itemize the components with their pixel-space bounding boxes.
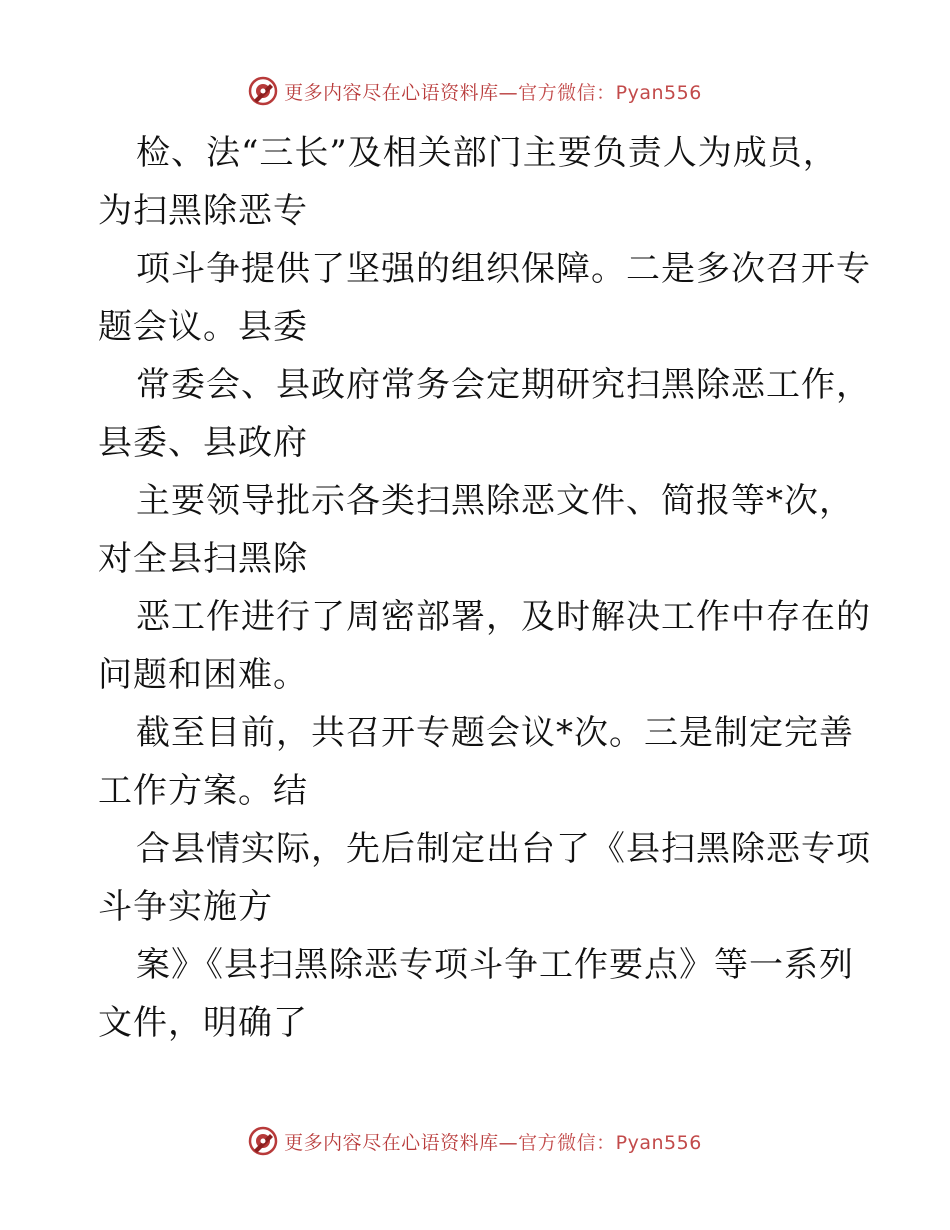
document-body: [98, 124, 871, 1052]
header-banner-text: [284, 78, 702, 105]
logo-icon: [248, 1126, 278, 1156]
body-line: 工作方案。结: [98, 771, 308, 811]
body-line: 合县情实际，先后制定出台了《县扫黑除恶专项: [136, 829, 871, 869]
footer-banner-dash: —: [498, 1131, 519, 1154]
body-line: 检、法“三长”及相关部门主要负责人为成员，: [136, 133, 838, 173]
body-line: 案》《县扫黑除恶专项斗争工作要点》等一系列: [136, 945, 854, 985]
header-banner-wechat: 官方微信：Pyan556: [518, 81, 702, 104]
body-line: 问题和困难。: [98, 655, 308, 695]
body-line: 常委会、县政府常务会定期研究扫黑除恶工作，: [136, 365, 871, 405]
body-line: 县委、县政府: [98, 423, 308, 463]
body-line: 题会议。县委: [98, 307, 308, 347]
header-watermark-banner: [0, 71, 950, 111]
body-line: 主要领导批示各类扫黑除恶文件、简报等*次，: [136, 481, 854, 521]
footer-banner-text: [284, 1128, 702, 1155]
footer-watermark-banner: [0, 1121, 950, 1161]
body-line: 为扫黑除恶专: [98, 191, 308, 231]
footer-banner-wechat: 官方微信：Pyan556: [518, 1131, 702, 1154]
body-line: 项斗争提供了坚强的组织保障。二是多次召开专: [136, 249, 871, 289]
logo-icon: [248, 76, 278, 106]
body-line: 截至目前，共召开专题会议*次。三是制定完善: [136, 713, 854, 753]
body-line: 文件，明确了: [98, 1003, 308, 1043]
body-line: 斗争实施方: [98, 887, 273, 927]
footer-banner-main: 更多内容尽在心语资料库: [284, 1131, 499, 1154]
header-banner-dash: —: [498, 81, 519, 104]
body-line: 恶工作进行了周密部署，及时解决工作中存在的: [136, 597, 871, 637]
body-line: 对全县扫黑除: [98, 539, 308, 579]
header-banner-main: 更多内容尽在心语资料库: [284, 81, 499, 104]
